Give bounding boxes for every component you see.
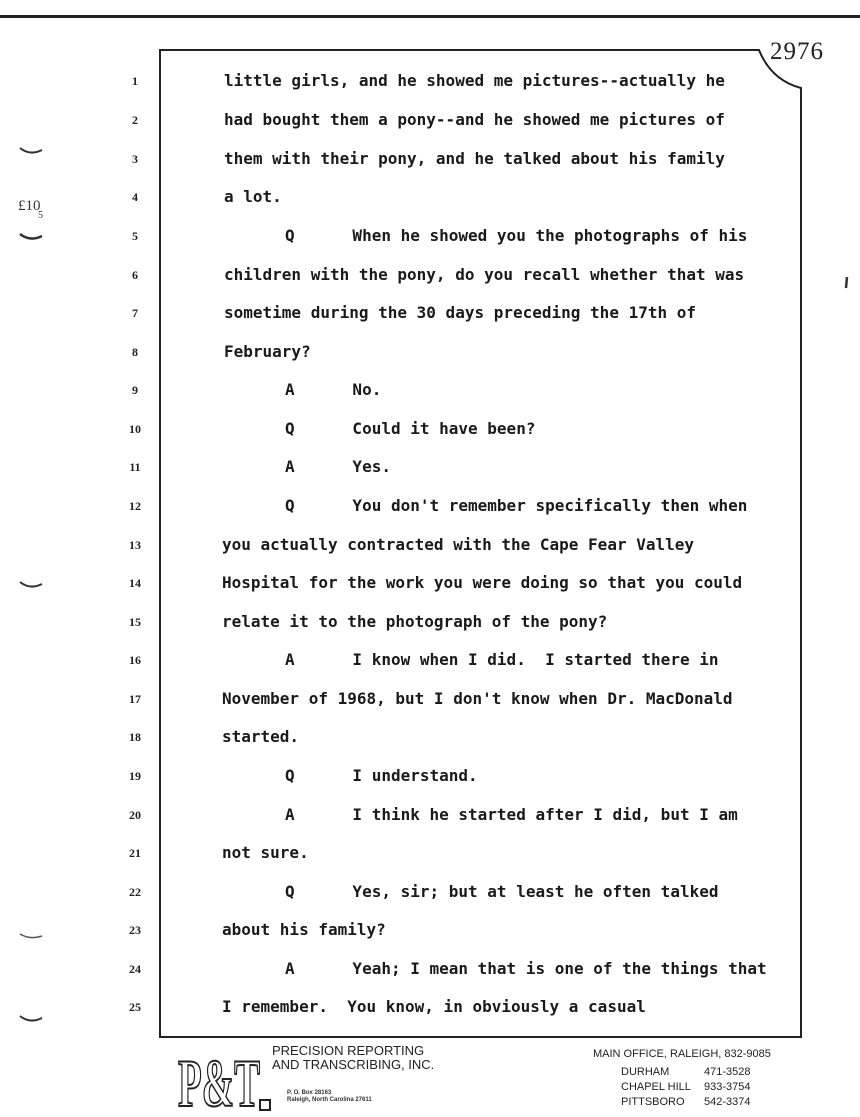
line-number: 21	[129, 846, 141, 860]
transcript-line: had bought them a pony--and he showed me pictures of	[224, 110, 725, 129]
line-number: 15	[129, 615, 141, 629]
transcript-line: little girls, and he showed me pictures--actually he	[224, 71, 725, 90]
page-footer	[0, 1040, 860, 1117]
transcript-line: you actually contracted with the Cape Fear Valley	[222, 535, 695, 554]
top-border-rule	[0, 0, 860, 18]
company-address	[287, 1090, 372, 1104]
transcript-line: A I think he started after I did, but I am	[285, 805, 738, 824]
line-number: 7	[132, 306, 138, 320]
binding-mark-icon	[18, 574, 44, 594]
binding-mark-icon	[18, 226, 44, 246]
line-number: 24	[129, 962, 141, 976]
line-number: 16	[129, 653, 141, 667]
margin-note	[18, 198, 43, 221]
transcript-line: Q When he showed you the photographs of his	[285, 226, 748, 245]
transcript-line: A Yeah; I mean that is one of the things that	[285, 959, 767, 978]
company-name	[272, 1044, 434, 1072]
line-number: 18	[129, 730, 141, 744]
line-number: 19	[129, 769, 141, 783]
line-number: 10	[129, 422, 141, 436]
transcript-line: A No.	[285, 380, 382, 399]
transcript-line: Hospital for the work you were doing so that you could	[222, 573, 743, 592]
page-number: 2976	[770, 38, 824, 65]
transcript-line: a lot.	[224, 187, 282, 206]
line-number: 1	[132, 74, 138, 88]
transcript-line: Q You don't remember specifically then when	[285, 496, 748, 515]
transcript-line: Q I understand.	[285, 766, 478, 785]
binding-mark-icon	[18, 1008, 44, 1028]
stray-mark-icon	[843, 276, 851, 290]
transcript-line: children with the pony, do you recall whether that was	[224, 265, 745, 284]
transcript-line: them with their pony, and he talked about his family	[224, 149, 725, 168]
company-line-2: AND TRANSCRIBING, INC.	[272, 1057, 435, 1072]
line-number: 6	[132, 268, 138, 282]
line-number: 20	[129, 808, 141, 822]
office-city: CHAPEL HILL	[621, 1081, 691, 1093]
office-city: DURHAM	[621, 1066, 670, 1078]
line-number: 3	[132, 152, 138, 166]
transcript-line: February?	[224, 342, 311, 361]
transcript-line: A Yes.	[285, 457, 391, 476]
transcript-line: sometime during the 30 days preceding the 17th of	[224, 303, 697, 322]
line-number: 9	[132, 383, 138, 397]
line-number: 4	[132, 190, 138, 204]
line-number: 5	[132, 229, 138, 243]
line-number: 25	[129, 1000, 141, 1014]
line-number: 8	[132, 345, 138, 359]
transcript-line: not sure.	[222, 843, 309, 862]
line-number: 2	[132, 113, 138, 127]
line-number: 23	[129, 923, 141, 937]
company-logo	[176, 1044, 272, 1116]
transcript-line: started.	[222, 727, 300, 746]
binding-mark-icon	[18, 140, 44, 160]
line-number: 13	[129, 538, 141, 552]
office-phone: 542-3374	[704, 1096, 751, 1108]
logo-lettering: P&T	[178, 1045, 260, 1116]
address-line-1: P. O. Box 28163	[287, 1090, 332, 1096]
office-city: PITTSBORO	[621, 1096, 685, 1108]
binding-mark-icon	[18, 926, 44, 946]
main-office: MAIN OFFICE, RALEIGH, 832-9085	[593, 1048, 771, 1060]
transcript-line: A I know when I did. I started there in	[285, 650, 719, 669]
transcript-line: Q Could it have been?	[285, 419, 536, 438]
line-number: 14	[129, 576, 141, 590]
transcript-line: about his family?	[222, 920, 386, 939]
office-phone: 471-3528	[704, 1066, 751, 1078]
office-phone: 933-3754	[704, 1081, 751, 1093]
transcript-line: Q Yes, sir; but at least he often talked	[285, 882, 719, 901]
line-number: 17	[129, 692, 141, 706]
line-number: 11	[129, 460, 141, 474]
margin-note-main: £10	[18, 198, 41, 214]
address-line-2: Raleigh, North Carolina 27611	[287, 1097, 372, 1103]
margin-note-sub: 5	[38, 210, 43, 221]
line-number: 22	[129, 885, 141, 899]
transcript-line: November of 1968, but I don't know when Dr. MacDonald	[222, 689, 733, 708]
company-line-1: PRECISION REPORTING	[272, 1043, 425, 1058]
line-number: 12	[129, 499, 141, 513]
transcript-line: I remember. You know, in obviously a casual	[222, 997, 646, 1016]
transcript-line: relate it to the photograph of the pony?	[222, 612, 608, 631]
